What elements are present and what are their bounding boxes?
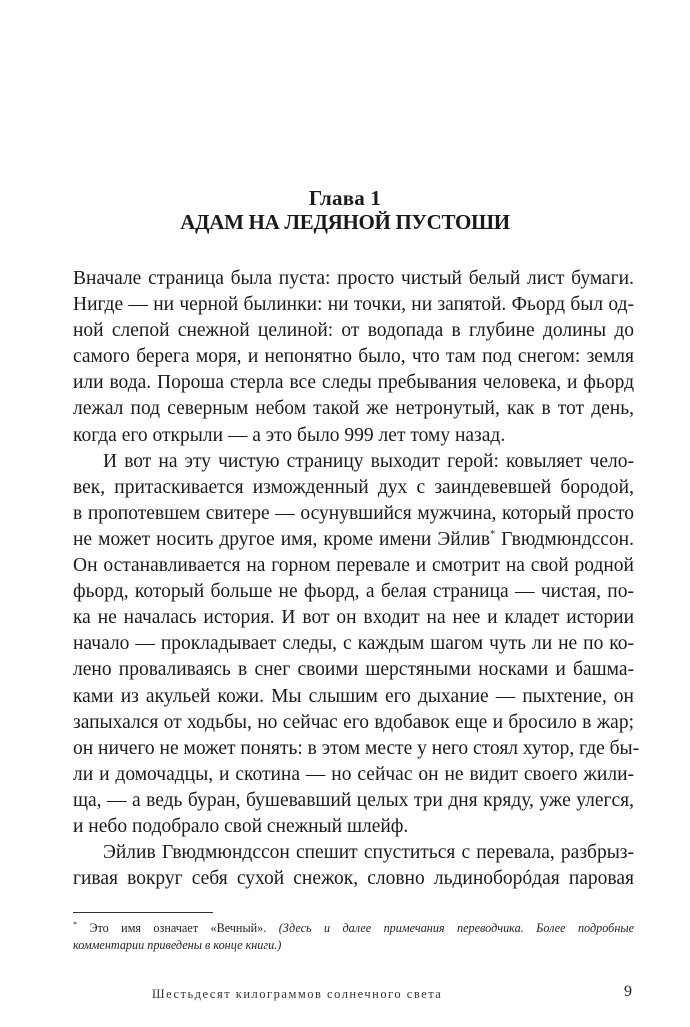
text-line: век, притаскивается изможденный дух с заиндевевшей бородой, bbox=[73, 476, 634, 498]
text-fragment: Гвюдмюндссон. bbox=[501, 528, 634, 550]
chapter-label: Глава 1 bbox=[308, 186, 382, 210]
footnote-plain-text: Это имя означает «Вечный». bbox=[89, 921, 267, 935]
text-line: он ничего не может понять: в этом месте у него стоял хутор, где бы- bbox=[73, 737, 640, 759]
text-line: лежал под северным небом такой же нетронутый, как в тот день, bbox=[73, 398, 634, 420]
text-line: Он останавливается на горном перевале и смотрит на свой родной bbox=[73, 555, 634, 577]
text-fragment: не может носить другое имя, кроме имени Эйлив bbox=[73, 528, 491, 550]
text-line: Эйлив Гвюдмюндссон спешит спуститься с перевала, разбрыз- bbox=[103, 842, 634, 864]
text-line-with-footnote bbox=[73, 527, 634, 553]
text-line: запыхался от ходьбы, но сейчас его вдобавок еще и бросило в жар; bbox=[73, 711, 634, 733]
text-line: или вода. Пороша стерла все следы пребывания человека, и фьорд bbox=[73, 372, 634, 394]
text-line: начало — прокладывает следы, с каждым шагом чуть ли не по ко- bbox=[73, 633, 634, 655]
footnote-line bbox=[73, 920, 634, 937]
footnote-marker: * bbox=[73, 920, 77, 929]
footnote-line bbox=[73, 937, 634, 954]
page-number: 9 bbox=[624, 983, 632, 1000]
text-line: самого берега моря, и непонятно было, что там под снегом: земля bbox=[73, 346, 634, 368]
footnote-reference[interactable]: * bbox=[490, 528, 496, 540]
text-line: лено проваливаясь в снег своими шерстяными носками и башма- bbox=[73, 659, 634, 681]
text-line: и небо подобрало свой снежный шлейф. bbox=[73, 815, 409, 837]
chapter-title: АДАМ НА ЛЕДЯНОЙ ПУСТОШИ bbox=[180, 210, 510, 234]
text-line: ща, — а ведь буран, бушевавший целых три дня кряду, уже улегся, bbox=[73, 789, 634, 811]
text-line: И вот на эту чистую страницу выходит герой: ковыляет чело- bbox=[103, 450, 634, 472]
text-line: гивая вокруг себя сухой снежок, словно льдинобoрóдая паровая bbox=[73, 868, 634, 890]
running-footer-title: Шестьдесят килограммов солнечного света bbox=[152, 987, 443, 1001]
text-line: ной слепой снежной целиной: от водопада в глубине долины до bbox=[73, 320, 634, 342]
footnote bbox=[73, 920, 634, 954]
text-line: фьорд, который больше не фьорд, а белая страница — чистая, по- bbox=[73, 581, 634, 603]
text-line: ками из акульей кожи. Мы слышим его дыхание — пыхтение, он bbox=[73, 685, 634, 707]
text-line: ли и домочадцы, и скотина — но сейчас он не видит своего жили- bbox=[73, 763, 634, 785]
text-line: ка не началась история. И вот он входит на нее и кладет истории bbox=[73, 607, 634, 629]
text-line: в пропотевшем свитере — осунувшийся мужчина, который просто bbox=[73, 502, 634, 524]
text-line: Нигде — ни черной былинки: ни точки, ни запятой. Фьорд был од- bbox=[73, 294, 634, 316]
footnote-italic-text: (Здесь и далее примечания переводчика. Более подробные bbox=[278, 921, 635, 935]
text-line: Вначале страница была пуста: просто чистый белый лист бумаги. bbox=[73, 268, 634, 289]
text-line: когда его открыли — а это было 999 лет тому назад. bbox=[73, 424, 506, 446]
footnote-italic-text: комментарии приведены в конце книги.) bbox=[73, 938, 282, 952]
body-text bbox=[73, 266, 640, 892]
footnote-divider bbox=[73, 912, 213, 913]
